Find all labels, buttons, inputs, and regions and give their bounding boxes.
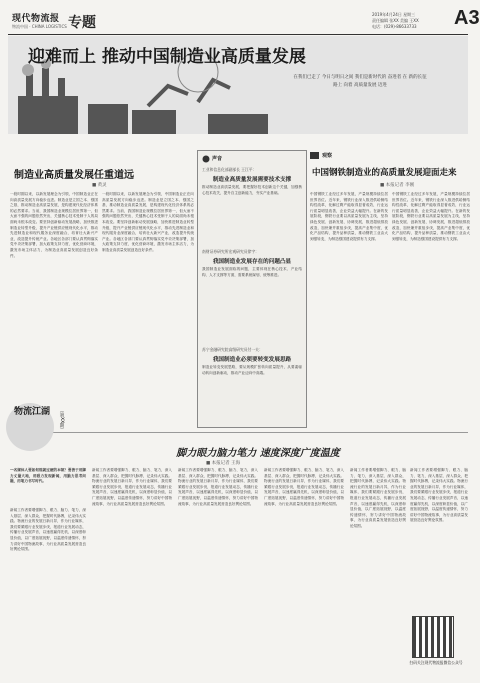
section-divider (8, 432, 468, 433)
hero-title: 迎难而上 推动中国制造业高质量发展 (28, 47, 306, 67)
bottom-article-title: 脚力眼力脑力笔力 速度深度广度温度 (176, 448, 340, 459)
bottom-body-col1: 新闻工作者要增强脚力、眼力、脑力、笔力，深入基层、深入群众，把握时代脉搏，记录伟大实践。物流行业的发展日新月异，作为行业媒体，我们要紧跟行业发展步伐，报道行业发展动态，传播行业发展声音，以速度赢得先机，以深度彰显价值，以广度拓展视野，以温度传递情怀，努力讲好中国物流故事，为行业高质量发展营造良好舆论氛围。 (10, 508, 86, 552)
header-date: 2019年4月24日 星期三 (372, 12, 416, 17)
voice-1-body: 推动制造业高质量发展，要把握好技术创新这个关键，加强核心技术攻关，提升自主创新能力，夯实产业基础。 (202, 185, 302, 195)
observe-icon (310, 152, 319, 159)
voice-3-body: 制造业转变发展思路，要从规模扩张转向质量提升，从要素驱动转向创新驱动，推动产业迈向中高端。 (202, 365, 302, 375)
voice-2-body: 我国制造业发展面临的问题，主要体现在核心技术、产业结构、人才支撑等方面，需要系统谋划、统筹推进。 (202, 267, 302, 277)
qr-code[interactable] (412, 616, 454, 658)
bottom-body-col3: 新闻工作者要增强脚力、眼力、脑力、笔力，深入基层、深入群众，把握时代脉搏，记录伟大实践。物流行业的发展日新月异，作为行业媒体，我们要紧跟行业发展步伐，报道行业发展动态，传播行业发展声音，以速度赢得先机，以深度彰显价值，以广度拓展视野，以温度传递情怀，努力讲好中国物流故事，为行业高质量发展营造良好舆论氛围。 (178, 468, 258, 506)
header-meta (372, 12, 452, 30)
right-article-body-col1: 中国钢铁工业经过多年发展，产量规模持续位居世界首位。近年来，钢铁行业深入推进供给侧结构性改革，化解过剩产能取得显著成效，行业运行质量明显改善，企业效益大幅提升。在新的发展阶段，钢铁行业要以高质量发展为主线，坚持绿色发展、创新发展、协调发展，推进超低排放改造，加快兼并重组步伐，提高产业集中度，优化产品结构，提升品种质量，推动钢铁工业由大到强转变，为制造强国建设提供有力支撑。 (310, 192, 388, 241)
section-name: 专题 (68, 15, 96, 31)
logo-subtitle: 物流中国 · CHINA LOGISTICS (12, 24, 67, 29)
voices-label: 声音 (212, 156, 223, 162)
bottom-body-col4: 新闻工作者要增强脚力、眼力、脑力、笔力，深入基层、深入群众，把握时代脉搏，记录伟大实践。物流行业的发展日新月异，作为行业媒体，我们要紧跟行业发展步伐，报道行业发展动态，传播行业发展声音，以速度赢得先机，以深度彰显价值，以广度拓展视野，以温度传递情怀，努力讲好中国物流故事，为行业高质量发展营造良好舆论氛围。 (264, 468, 344, 506)
right-article-body-col2: 中国钢铁工业经过多年发展，产量规模持续位居世界首位。近年来，钢铁行业深入推进供给侧结构性改革，化解过剩产能取得显著成效，行业运行质量明显改善，企业效益大幅提升。在新的发展阶段，钢铁行业要以高质量发展为主线，坚持绿色发展、创新发展、协调发展，推进超低排放改造，加快兼并重组步伐，提高产业集中度，优化产品结构，提升品种质量，推动钢铁工业由大到强转变，为制造强国建设提供有力支撑。 (392, 192, 470, 241)
page-number: A3 (454, 7, 480, 29)
bottom-article-byline: ■ 本报记者 王海 (206, 461, 241, 466)
right-article-byline: ■ 本报记者 李刚 (380, 183, 415, 188)
masthead (8, 6, 480, 35)
right-article-title: 中国钢铁制造业的高质量发展迎面走来 (312, 168, 457, 178)
left-article-body-col2: 一段时期以来，以新发展理念为引领，中国制造业正在向高质量发展方向稳步迈进。制造业是立国之本、强国之基，推动制造业高质量发展，是构建现代化经济体系的必然要求。当前，我国制造业规模位居世界第一，但大而不强的问题依然突出，关键核心技术受制于人的局面尚未根本改变。要坚持创新驱动发展战略，加快推进制造业转型升级，提升产业链供应链现代化水平，推动先进制造业和现代服务业深度融合，培育壮大新兴产业，改造提升传统产业。各地区各部门要认真贯彻落实党中央决策部署，加大政策支持力度，优化营商环境，激发市场主体活力，为制造业高质量发展创造良好条件。 (102, 192, 194, 252)
voice-2-attribution: 南财证券研究所宏观研究员徐宇： (202, 249, 259, 254)
header-phone: 电话：(029)-86633733 (372, 24, 417, 29)
qr-caption: 扫码关注现代物流报微信公众号 (409, 660, 463, 665)
speaker-icon (202, 155, 210, 163)
voice-3-heading: 我国制造业必须要转变发展思路 (212, 357, 292, 363)
column-issue: （第XX期） (59, 408, 64, 433)
voice-1-heading: 制造业高质量发展需要技术支撑 (212, 177, 292, 183)
header-editors: 责任编辑 张XX 美编 王XX (372, 18, 419, 23)
newspaper-logo: 现代物流报 (12, 14, 60, 24)
bottom-body-col6: 新闻工作者要增强脚力、眼力、脑力、笔力，深入基层、深入群众，把握时代脉搏，记录伟大实践。物流行业的发展日新月异，作为行业媒体，我们要紧跟行业发展步伐，报道行业发展动态，传播行业发展声音，以速度赢得先机，以深度彰显价值，以广度拓展视野，以温度传递情怀，努力讲好中国物流故事，为行业高质量发展营造良好舆论氛围。 (410, 468, 468, 523)
voice-2-heading: 我国制造业发展存在的问题凸显 (212, 259, 292, 265)
hero-banner (8, 36, 468, 134)
left-article-title: 制造业高质量发展任重道远 (14, 170, 134, 181)
voice-3-attribution: 苏宁金融研究院高级研究员付一夫： (202, 347, 263, 352)
left-article-body-col1: 一段时期以来，以新发展理念为引领，中国制造业正在向高质量发展方向稳步迈进。制造业是立国之本、强国之基，推动制造业高质量发展，是构建现代化经济体系的必然要求。当前，我国制造业规模位居世界第一，但大而不强的问题依然突出，关键核心技术受制于人的局面尚未根本改变。要坚持创新驱动发展战略，加快推进制造业转型升级，提升产业链供应链现代化水平，推动先进制造业和现代服务业深度融合，培育壮大新兴产业，改造提升传统产业。各地区各部门要认真贯彻落实党中央决策部署，加大政策支持力度，优化营商环境，激发市场主体活力，为制造业高质量发展创造良好条件。 (10, 192, 98, 258)
voices-box (197, 150, 307, 428)
hero-poem: 在我们已走了 今日与明日之间 我们是新时代的 奋进者 在 新的长征路上 向着 高质量发展 迈进 (293, 75, 427, 88)
bottom-intro: 一名媒体人要如何练就过硬的本领？要善于用脚力丈量大地，用眼力发现新闻，用脑力思考问题，用笔力书写时代。 (10, 468, 86, 484)
column-brush-title: 物流江湖 (14, 407, 51, 417)
voice-1-attribution: 工业和信息化部副部长 王江平： (202, 167, 257, 172)
observe-label: 观察 (322, 153, 333, 159)
left-article-byline: ■ 黄灵 (92, 183, 107, 188)
bottom-body-col5: 新闻工作者要增强脚力、眼力、脑力、笔力，深入基层、深入群众，把握时代脉搏，记录伟大实践。物流行业的发展日新月异，作为行业媒体，我们要紧跟行业发展步伐，报道行业发展动态，传播行业发展声音，以速度赢得先机，以深度彰显价值，以广度拓展视野，以温度传递情怀，努力讲好中国物流故事，为行业高质量发展营造良好舆论氛围。 (350, 468, 406, 528)
bottom-body-col2: 新闻工作者要增强脚力、眼力、脑力、笔力，深入基层、深入群众，把握时代脉搏，记录伟大实践。物流行业的发展日新月异，作为行业媒体，我们要紧跟行业发展步伐，报道行业发展动态，传播行业发展声音，以速度赢得先机，以深度彰显价值，以广度拓展视野，以温度传递情怀，努力讲好中国物流故事，为行业高质量发展营造良好舆论氛围。 (92, 468, 172, 506)
